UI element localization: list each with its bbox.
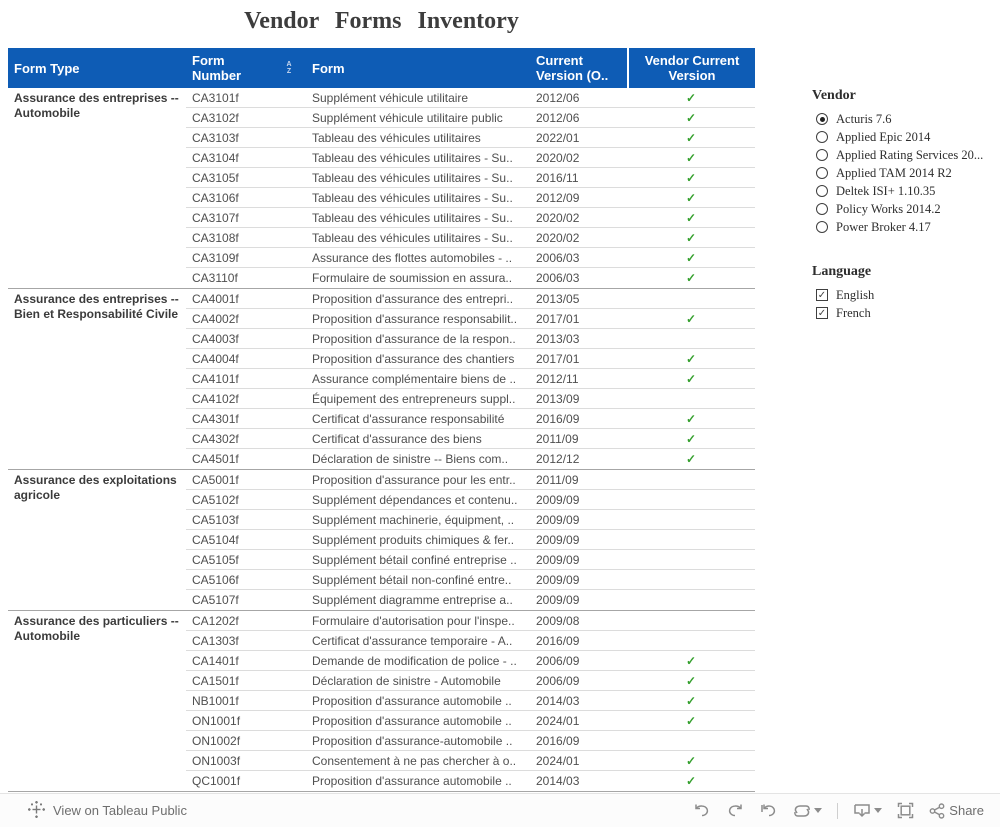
vendor-option[interactable] — [812, 128, 992, 146]
radio-icon — [816, 149, 828, 161]
current-version-cell: 2012/12 — [536, 452, 580, 466]
vendor-check-cell: ✓ — [685, 351, 697, 366]
share-button[interactable] — [929, 803, 984, 819]
form-number-cell: NB1001f — [192, 693, 239, 708]
table-row[interactable] — [186, 490, 755, 510]
form-number-cell: CA5107f — [192, 593, 239, 607]
form-type-group — [8, 611, 755, 792]
current-version-cell: 2006/09 — [536, 673, 580, 688]
table-row[interactable] — [186, 389, 755, 409]
vendor-check-cell: ✓ — [685, 693, 697, 708]
language-filter — [812, 264, 992, 322]
form-name-cell: Proposition d'assurance automobile .. — [312, 693, 512, 708]
current-version-cell: 2009/09 — [536, 512, 580, 527]
form-type-label: Assurance des entreprises -- Bien et Responsabilité Civile — [14, 292, 179, 321]
form-name-cell: Proposition d'assurance responsabilit.. — [312, 311, 518, 326]
current-version-cell: 2016/09 — [536, 633, 580, 648]
toolbar-buttons — [693, 802, 984, 819]
table-row[interactable] — [186, 329, 755, 349]
table-row[interactable] — [186, 228, 755, 248]
form-number-cell: CA4501f — [192, 452, 239, 466]
vendor-check-cell: ✓ — [685, 90, 697, 105]
form-name-cell: Déclaration de sinistre -- Biens com.. — [312, 452, 509, 466]
vendor-option-label: Deltek ISI+ 1.10.35 — [836, 183, 936, 198]
vendor-option[interactable] — [812, 182, 992, 200]
language-options-list — [812, 286, 992, 322]
form-name-cell: Certificat d'assurance responsabilité — [312, 411, 505, 426]
header-form[interactable]: Form — [312, 60, 345, 76]
language-option-label: English — [836, 287, 875, 302]
form-name-cell: Proposition d'assurance des entrepri.. — [312, 291, 514, 306]
form-name-cell: Supplément produits chimiques & fer.. — [312, 532, 515, 547]
form-number-cell: CA3107f — [192, 210, 239, 225]
table-row[interactable] — [186, 470, 755, 490]
vendor-check-cell: ✓ — [685, 130, 697, 145]
current-version-cell: 2022/01 — [536, 130, 580, 145]
form-name-cell: Supplément diagramme entreprise a.. — [312, 593, 513, 607]
form-name-cell: Formulaire de soumission en assura.. — [312, 271, 513, 285]
form-type-label: Assurance des exploitations agricole — [14, 473, 177, 502]
table-row[interactable] — [186, 309, 755, 329]
table-row[interactable] — [186, 590, 755, 610]
form-number-cell: CA4002f — [192, 311, 239, 326]
current-version-cell: 2016/11 — [536, 170, 579, 185]
download-caret-icon — [874, 808, 882, 813]
vendor-option[interactable] — [812, 218, 992, 236]
current-version-cell: 2009/09 — [536, 552, 580, 567]
fullscreen-button[interactable] — [897, 802, 914, 819]
table-row[interactable] — [186, 449, 755, 469]
form-number-cell: CA5105f — [192, 552, 239, 567]
form-number-cell: CA3101f — [192, 90, 239, 105]
form-number-cell: CA4001f — [192, 291, 239, 306]
current-version-cell: 2016/09 — [536, 733, 580, 748]
vendor-option[interactable] — [812, 146, 992, 164]
current-version-cell: 2024/01 — [536, 713, 580, 728]
vendor-filter-title: Vendor — [812, 88, 856, 103]
vendor-check-cell: ✓ — [685, 653, 697, 668]
vendor-option[interactable] — [812, 164, 992, 182]
form-number-cell: CA1303f — [192, 633, 239, 648]
vendor-check-cell: ✓ — [685, 311, 697, 326]
form-number-cell: CA3105f — [192, 170, 239, 185]
vendor-check-cell: ✓ — [685, 170, 697, 185]
checkbox-icon: ✓ — [817, 289, 827, 301]
table-row[interactable] — [186, 711, 755, 731]
form-name-cell: Supplément dépendances et contenu.. — [312, 492, 518, 507]
form-name-cell: Supplément bétail non-confiné entre.. — [312, 572, 512, 587]
current-version-cell: 2009/09 — [536, 532, 580, 547]
form-name-cell: Proposition d'assurance pour les entr.. — [312, 472, 516, 487]
vendor-check-cell: ✓ — [685, 210, 697, 225]
vendor-option-label: Applied TAM 2014 R2 — [836, 165, 952, 180]
form-name-cell: Proposition d'assurance-automobile .. — [312, 733, 513, 748]
vendor-check-cell: ✓ — [685, 110, 697, 125]
form-name-cell: Supplément bétail confiné entreprise .. — [312, 552, 517, 567]
download-button[interactable] — [853, 802, 882, 819]
form-number-cell: CA1401f — [192, 653, 239, 668]
redo-button[interactable] — [726, 803, 744, 819]
header-form-type[interactable]: Form Type — [14, 60, 80, 76]
table-row[interactable] — [186, 128, 755, 148]
form-type-group — [8, 470, 755, 611]
tableau-logo-icon — [28, 801, 45, 821]
form-number-cell: CA3109f — [192, 250, 239, 265]
toolbar-divider — [837, 803, 838, 819]
vendor-check-cell: ✓ — [685, 431, 697, 446]
table-header-row — [8, 48, 755, 88]
vendor-option-label: Acturis 7.6 — [836, 111, 892, 126]
table-row[interactable] — [186, 631, 755, 651]
radio-icon — [816, 221, 828, 233]
vendor-option-label: Power Broker 4.17 — [836, 219, 931, 234]
current-version-cell: 2012/09 — [536, 190, 580, 205]
table-row[interactable] — [186, 208, 755, 228]
form-number-cell: CA1202f — [192, 613, 239, 628]
current-version-cell: 2017/01 — [536, 311, 580, 326]
current-version-cell: 2014/03 — [536, 693, 580, 708]
table-row[interactable] — [186, 651, 755, 671]
form-number-cell: CA5104f — [192, 532, 239, 547]
view-on-tableau-public-link[interactable] — [28, 801, 187, 821]
form-name-cell: Proposition d'assurance automobile .. — [312, 774, 512, 788]
form-number-cell: CA3104f — [192, 150, 239, 165]
language-option-label: French — [836, 305, 871, 320]
table-row[interactable] — [186, 510, 755, 530]
current-version-cell: 2009/09 — [536, 572, 580, 587]
table-row[interactable] — [186, 268, 755, 288]
current-version-cell: 2006/03 — [536, 271, 580, 285]
vendor-option-label: Applied Epic 2014 — [836, 129, 931, 144]
form-number-cell: ON1002f — [192, 733, 241, 748]
share-label: Share — [949, 803, 984, 818]
filters-panel — [812, 88, 992, 322]
form-name-cell: Proposition d'assurance des chantiers — [312, 351, 515, 366]
form-number-cell: CA3102f — [192, 110, 239, 125]
vendor-check-cell: ✓ — [685, 452, 697, 466]
vendor-option-label: Policy Works 2014.2 — [836, 201, 941, 216]
language-filter-title: Language — [812, 264, 872, 279]
form-name-cell: Certificat d'assurance des biens — [312, 431, 482, 446]
current-version-cell: 2009/08 — [536, 613, 580, 628]
form-name-cell: Assurance des flottes automobiles - .. — [312, 250, 513, 265]
group-rows — [186, 470, 755, 610]
vendor-option-label: Applied Rating Services 20... — [836, 147, 984, 162]
radio-icon — [816, 185, 828, 197]
form-number-cell: CA3103f — [192, 130, 239, 145]
form-name-cell: Proposition d'assurance de la respon.. — [312, 331, 516, 346]
form-name-cell: Tableau des véhicules utilitaires - Su.. — [312, 150, 513, 165]
form-number-cell: CA5103f — [192, 512, 239, 527]
form-name-cell: Supplément machinerie, équipment, .. — [312, 512, 515, 527]
vendor-check-cell: ✓ — [685, 271, 697, 285]
table-row[interactable] — [186, 671, 755, 691]
form-name-cell: Tableau des véhicules utilitaires - Su.. — [312, 230, 513, 245]
form-name-cell: Formulaire d'autorisation pour l'inspe.. — [312, 613, 515, 628]
table-row[interactable] — [186, 611, 755, 631]
form-type-label: Assurance des particuliers -- Automobile — [14, 614, 179, 643]
form-name-cell: Proposition d'assurance automobile .. — [312, 713, 512, 728]
tableau-toolbar — [0, 793, 1000, 827]
form-name-cell: Tableau des véhicules utilitaires - Su.. — [312, 190, 513, 205]
table-row[interactable] — [186, 289, 755, 309]
form-number-cell: ON1003f — [192, 753, 241, 768]
form-number-cell: ON1001f — [192, 713, 241, 728]
vendor-check-cell: ✓ — [685, 250, 697, 265]
table-row[interactable] — [186, 691, 755, 711]
form-name-cell: Tableau des véhicules utilitaires — [312, 130, 481, 145]
page-title: Vendor Forms Inventory — [244, 8, 519, 34]
form-name-cell: Supplément véhicule utilitaire public — [312, 110, 503, 125]
vendor-check-cell: ✓ — [685, 150, 697, 165]
vendor-check-cell: ✓ — [685, 774, 697, 788]
revert-button[interactable] — [759, 803, 778, 819]
form-number-cell: CA3106f — [192, 190, 239, 205]
view-link-label: View on Tableau Public — [53, 803, 187, 818]
vendor-check-cell: ✓ — [685, 371, 697, 386]
form-number-cell: CA5102f — [192, 492, 239, 507]
form-number-cell: CA4102f — [192, 391, 239, 406]
radio-icon — [816, 203, 828, 215]
form-name-cell: Demande de modification de police - .. — [312, 653, 517, 668]
table-row[interactable] — [186, 168, 755, 188]
radio-icon — [816, 113, 828, 125]
table-row[interactable] — [186, 771, 755, 791]
current-version-cell: 2011/09 — [536, 431, 579, 446]
header-form-number[interactable]: Form Number — [192, 53, 242, 83]
group-rows — [186, 611, 755, 791]
current-version-cell: 2014/03 — [536, 774, 580, 788]
vendor-option[interactable] — [812, 110, 992, 128]
table-row[interactable] — [186, 550, 755, 570]
current-version-cell: 2012/06 — [536, 90, 580, 105]
table-row[interactable] — [186, 188, 755, 208]
form-name-cell: Certificat d'assurance temporaire - A.. — [312, 633, 513, 648]
current-version-cell: 2012/11 — [536, 371, 579, 386]
form-name-cell: Consentement à ne pas chercher à o.. — [312, 753, 517, 768]
form-number-cell: CA4004f — [192, 351, 239, 366]
current-version-cell: 2017/01 — [536, 351, 580, 366]
vendor-options-list — [812, 110, 992, 236]
table-body — [8, 88, 755, 792]
current-version-cell: 2016/09 — [536, 411, 580, 426]
vendor-check-cell: ✓ — [685, 411, 697, 426]
form-number-cell: CA1501f — [192, 673, 239, 688]
current-version-cell: 2009/09 — [536, 492, 580, 507]
group-rows — [186, 88, 755, 288]
current-version-cell: 2020/02 — [536, 230, 580, 245]
sort-az-icon[interactable]: A Z — [286, 61, 292, 75]
current-version-cell: 2009/09 — [536, 593, 580, 607]
vendor-option[interactable] — [812, 200, 992, 218]
forms-table — [8, 48, 755, 797]
form-number-cell: QC1001f — [192, 774, 241, 788]
table-row[interactable] — [186, 409, 755, 429]
form-number-cell: CA4301f — [192, 411, 239, 426]
refresh-button[interactable] — [793, 803, 822, 819]
form-type-group — [8, 289, 755, 470]
current-version-cell: 2020/02 — [536, 150, 580, 165]
current-version-cell: 2020/02 — [536, 210, 580, 225]
language-option[interactable] — [812, 304, 992, 322]
table-row[interactable] — [186, 369, 755, 389]
table-row[interactable] — [186, 349, 755, 369]
form-name-cell: Tableau des véhicules utilitaires - Su.. — [312, 210, 513, 225]
header-vendor-current-version[interactable]: Vendor Current Version — [627, 48, 755, 88]
table-row[interactable] — [186, 530, 755, 550]
form-name-cell: Assurance complémentaire biens de .. — [312, 371, 517, 386]
form-number-cell: CA4003f — [192, 331, 239, 346]
vendor-check-cell: ✓ — [685, 713, 697, 728]
form-number-cell: CA4101f — [192, 371, 239, 386]
table-row[interactable] — [186, 731, 755, 751]
vendor-check-cell: ✓ — [685, 673, 697, 688]
radio-icon — [816, 131, 828, 143]
language-option[interactable] — [812, 286, 992, 304]
form-name-cell: Tableau des véhicules utilitaires - Su.. — [312, 170, 513, 185]
current-version-cell: 2013/09 — [536, 391, 580, 406]
current-version-cell: 2013/05 — [536, 291, 580, 306]
table-row[interactable] — [186, 108, 755, 128]
form-name-cell: Supplément véhicule utilitaire — [312, 90, 469, 105]
table-row[interactable] — [186, 248, 755, 268]
current-version-cell: 2006/09 — [536, 653, 580, 668]
vendor-check-cell: ✓ — [685, 753, 697, 768]
current-version-cell: 2013/03 — [536, 331, 580, 346]
current-version-cell: 2011/09 — [536, 472, 579, 487]
form-type-group — [8, 88, 755, 289]
header-current-version[interactable]: Current Version (O.. — [536, 53, 609, 83]
form-type-label: Assurance des entreprises -- Automobile — [14, 91, 179, 120]
refresh-caret-icon — [814, 808, 822, 813]
vendor-filter — [812, 88, 992, 236]
table-row[interactable] — [186, 429, 755, 449]
current-version-cell: 2024/01 — [536, 753, 580, 768]
form-number-cell: CA3108f — [192, 230, 239, 245]
table-row[interactable] — [186, 751, 755, 771]
undo-button[interactable] — [693, 803, 711, 819]
form-number-cell: CA5106f — [192, 572, 239, 587]
table-row[interactable] — [186, 148, 755, 168]
form-name-cell: Déclaration de sinistre - Automobile — [312, 673, 501, 688]
form-number-cell: CA5001f — [192, 472, 239, 487]
table-row[interactable] — [186, 88, 755, 108]
table-row[interactable] — [186, 570, 755, 590]
form-name-cell: Équipement des entrepreneurs suppl.. — [312, 391, 516, 406]
vendor-check-cell: ✓ — [685, 230, 697, 245]
form-number-cell: CA3110f — [192, 271, 238, 285]
current-version-cell: 2012/06 — [536, 110, 580, 125]
vendor-check-cell: ✓ — [685, 190, 697, 205]
form-number-cell: CA4302f — [192, 431, 239, 446]
current-version-cell: 2006/03 — [536, 250, 580, 265]
group-rows — [186, 289, 755, 469]
checkbox-icon: ✓ — [817, 307, 827, 319]
radio-icon — [816, 167, 828, 179]
